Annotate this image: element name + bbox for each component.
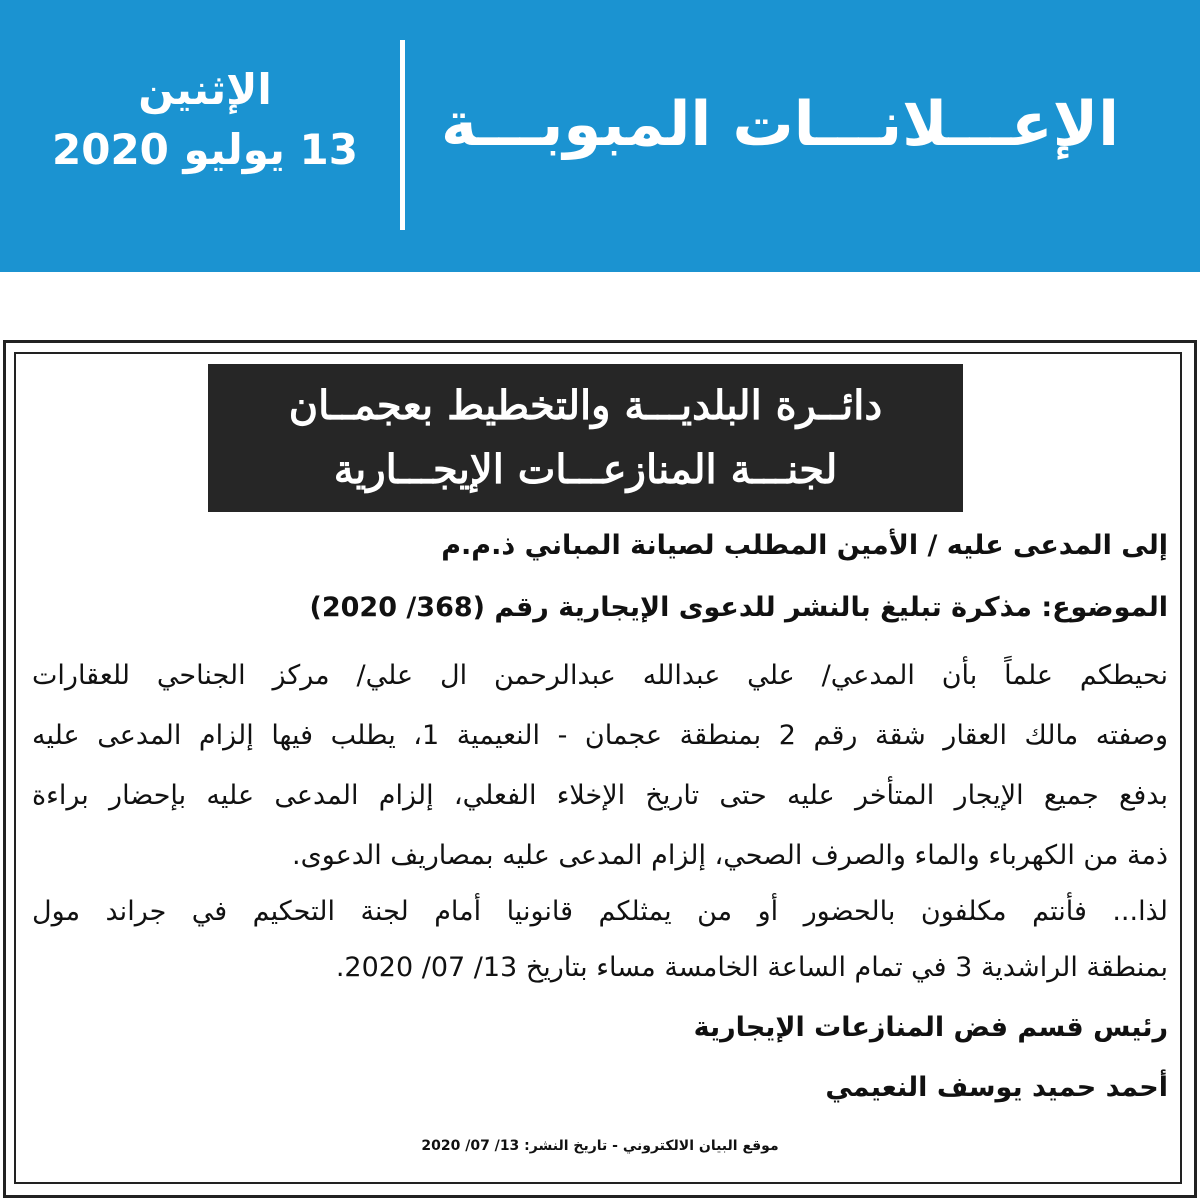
header-committee: لجنـــة المنازعـــات الإيجـــارية bbox=[333, 446, 838, 493]
body-line: بمنطقة الراشدية 3 في تمام الساعة الخامسة مساء بتاريخ 13/ 07/ 2020. bbox=[335, 952, 1168, 983]
body-line: نحيطكم علماً بأن المدعي/ علي عبدالله عبدالرحمن ال علي/ مركز الجناحي للعقارات bbox=[32, 660, 1168, 691]
banner-title: الإعـــلانـــات المبوبـــة bbox=[440, 89, 1120, 160]
header-department: دائــرة البلديـــة والتخطيط بعجمــان bbox=[288, 382, 883, 429]
banner-day: الإثنين bbox=[138, 65, 272, 114]
notice-header bbox=[208, 364, 963, 512]
classifieds-banner bbox=[0, 0, 1200, 272]
signatory-name: أحمد حميد يوسف النعيمي bbox=[825, 1072, 1168, 1103]
body-line: بدفع جميع الإيجار المتأخر عليه حتى تاريخ الإخلاء الفعلي، إلزام المدعى عليه بإحضار براءة bbox=[32, 780, 1168, 811]
publication-footer: موقع البيان الالكتروني - تاريخ النشر: 13/ 07/ 2020 bbox=[421, 1138, 779, 1154]
body-line: ذمة من الكهرباء والماء والصرف الصحي، إلزام المدعى عليه بمصاريف الدعوى. bbox=[292, 840, 1168, 871]
addressee-line: إلى المدعى عليه / الأمين المطلب لصيانة المباني ذ.م.م bbox=[441, 530, 1168, 561]
body-line: لذا... فأنتم مكلفون بالحضور أو من يمثلكم قانونيا أمام لجنة التحكيم في جراند مول bbox=[32, 896, 1168, 927]
body-line: وصفته مالك العقار شقة رقم 2 بمنطقة عجمان - النعيمية 1، يطلب فيها إلزام المدعى عليه bbox=[32, 720, 1168, 751]
subject-line: الموضوع: مذكرة تبليغ بالنشر للدعوى الإيجارية رقم (368/ 2020) bbox=[309, 592, 1168, 623]
banner-date: 13 يوليو 2020 bbox=[52, 125, 358, 174]
banner-divider bbox=[400, 40, 405, 230]
signatory-title: رئيس قسم فض المنازعات الإيجارية bbox=[693, 1012, 1168, 1043]
